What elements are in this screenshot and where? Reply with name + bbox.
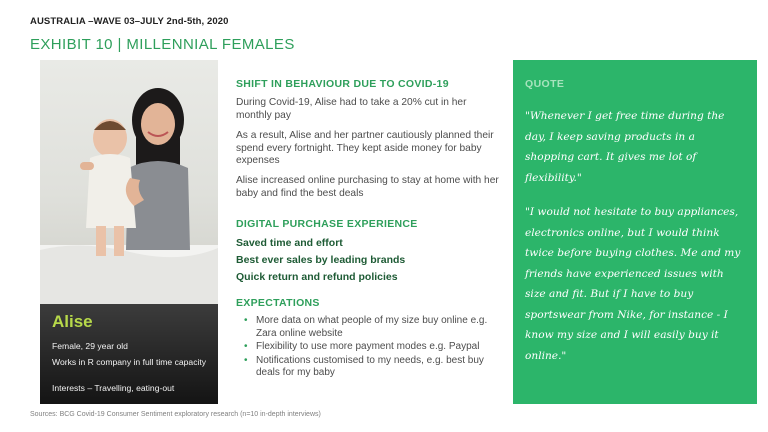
persona-photo xyxy=(40,60,218,304)
list-item xyxy=(242,341,504,354)
shift-paragraph-1: During Covid-19, Alise had to take a 20% cut in her monthly pay xyxy=(236,97,467,121)
quote-label: QUOTE xyxy=(525,78,565,90)
digital-item-1: Saved time and effort xyxy=(236,237,343,249)
profile-age: Female, 29 year old xyxy=(52,341,128,351)
bullet-icon: • xyxy=(244,341,248,352)
expectation-text: Notifications customised to my needs, e.g. best buy deals for my baby xyxy=(256,354,484,378)
shift-paragraph-3: Alise increased online purchasing to stay at home with her baby and find the best deals xyxy=(236,175,499,199)
list-item xyxy=(242,315,504,340)
top-label: AUSTRALIA –WAVE 03–JULY 2nd-5th, 2020 xyxy=(30,16,229,27)
bullet-icon: • xyxy=(244,354,248,366)
digital-title: DIGITAL PURCHASE EXPERIENCE xyxy=(236,218,418,230)
expectation-text: Flexibility to use more payment modes e.g. Paypal xyxy=(256,341,480,352)
profile-card xyxy=(40,304,218,404)
profile-interests: Interests – Travelling, eating-out xyxy=(52,383,175,393)
profile-name: Alise xyxy=(52,312,93,331)
quote-text-1: "Whenever I get free time during the day, I keep saving products in a shopping cart. It gives me lot of flexibility." xyxy=(525,110,725,184)
exhibit-title: EXHIBIT 10 | MILLENNIAL FEMALES xyxy=(30,36,295,53)
digital-item-2: Best ever sales by leading brands xyxy=(236,254,406,266)
list-item xyxy=(242,355,504,380)
sources-footnote: Sources: BCG Covid-19 Consumer Sentiment exploratory research (n=10 in-depth interviews) xyxy=(30,411,321,418)
expectations-list xyxy=(242,315,504,381)
expectation-text: More data on what people of my size buy online e.g. Zara online website xyxy=(256,315,488,339)
expectations-title: EXPECTATIONS xyxy=(236,297,320,309)
shift-title: SHIFT IN BEHAVIOUR DUE TO COVID-19 xyxy=(236,78,449,90)
quote-text-2: "I would not hesitate to buy appliances, electronics online, but I would think twice before buying clothes. Me and my friends have experienced issues with size and fit. But if I have to buy sportswear from Nike, for instance - I know my size and I will easily buy it online." xyxy=(525,206,741,362)
shift-paragraph-2: As a result, Alise and her partner cautiously planned their spend every fortnight. They kept aside money for baby expenses xyxy=(236,130,494,166)
quote-panel xyxy=(513,60,757,404)
digital-item-3: Quick return and refund policies xyxy=(236,271,398,283)
profile-work: Works in R company in full time capacity xyxy=(52,357,207,367)
bullet-icon: • xyxy=(244,315,248,326)
